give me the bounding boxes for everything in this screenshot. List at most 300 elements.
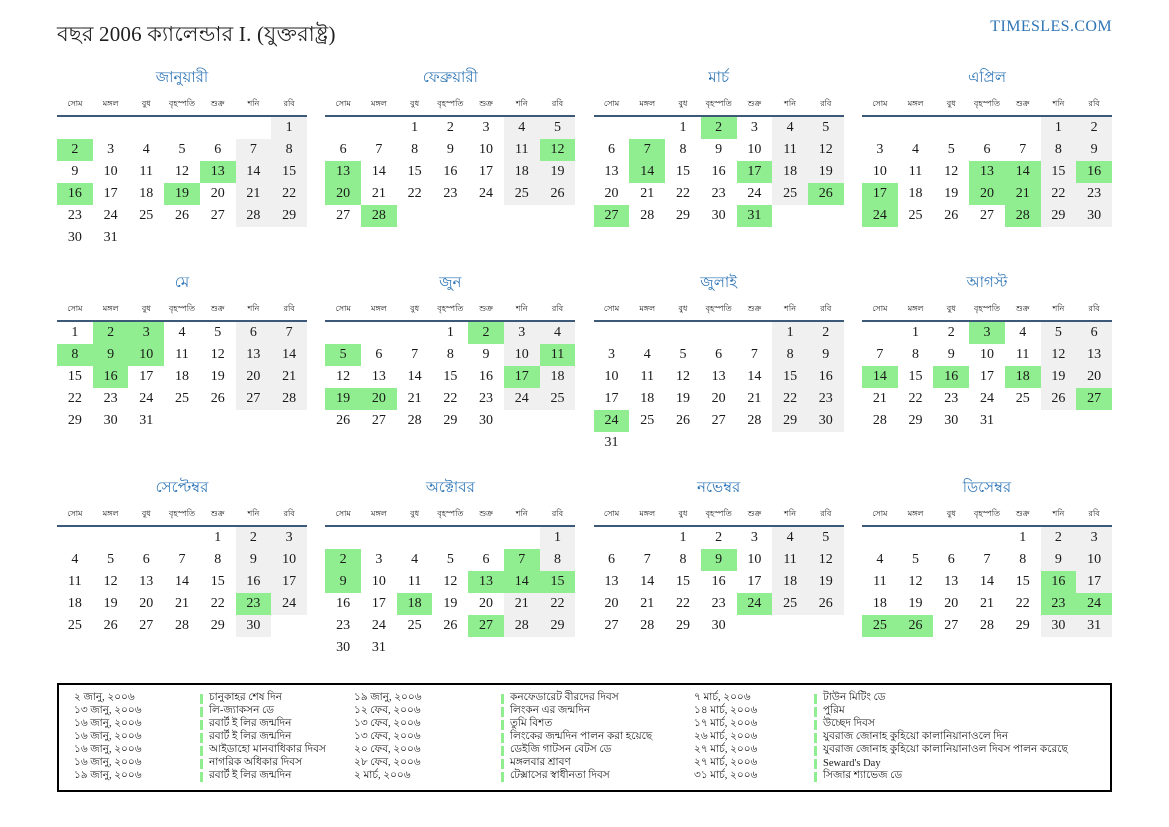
- week-row: [594, 117, 844, 139]
- day-cell: 5: [1041, 322, 1077, 344]
- day-cell: 27: [594, 205, 630, 227]
- holiday-tick-icon: [200, 733, 203, 743]
- day-cell: [594, 117, 630, 139]
- day-cell: 11: [540, 344, 576, 366]
- day-cell: 10: [103, 164, 118, 179]
- week-row: [594, 322, 844, 344]
- holiday-tick-icon: [501, 772, 504, 782]
- weekday-label: সোম: [67, 99, 83, 108]
- day-cell: 23: [336, 618, 351, 633]
- day-cell: [1076, 410, 1112, 432]
- day-cell: 26: [540, 183, 576, 205]
- week-row: [594, 410, 844, 432]
- weekday-label: রবি: [283, 304, 295, 313]
- week-row: [325, 322, 575, 344]
- day-cell: 29: [443, 413, 458, 428]
- legend-label: টেক্সাসের স্বাধীনতা দিবস: [510, 770, 610, 781]
- week-row: [325, 615, 575, 637]
- weekday-label: বুধ: [410, 99, 420, 108]
- day-cell: 22: [67, 391, 82, 406]
- day-cell: 27: [468, 615, 504, 637]
- day-cell: 9: [482, 347, 490, 362]
- day-cell: 27: [139, 618, 154, 633]
- legend-label: রবার্ট ই লির জন্মদিন: [209, 718, 292, 729]
- legend-label: Seward's Day: [823, 758, 881, 769]
- day-cell: 30: [711, 208, 726, 223]
- day-cell: 21: [1005, 183, 1041, 205]
- day-cell: 28: [640, 618, 655, 633]
- week-row: [325, 549, 575, 571]
- brand-link[interactable]: TIMESLES.COM: [990, 18, 1112, 35]
- day-cell: 2: [1041, 527, 1077, 549]
- day-cell: 23: [103, 391, 118, 406]
- day-cell: [361, 322, 397, 344]
- day-cell: 13: [200, 161, 236, 183]
- day-cell: 30: [1041, 615, 1077, 637]
- day-cell: [325, 322, 361, 344]
- month-8: [862, 271, 1112, 454]
- day-cell: [862, 322, 898, 344]
- legend-date: ৭ মার্চ, ২০০৬: [694, 692, 751, 703]
- legend-label: তুমি বিশত: [510, 718, 553, 729]
- weekday-label: শুক্র: [210, 509, 225, 518]
- weekday-label: সোম: [67, 509, 83, 518]
- day-cell: 31: [139, 413, 154, 428]
- day-cell: [665, 322, 701, 344]
- day-cell: 19: [103, 596, 118, 611]
- day-cell: 11: [772, 549, 808, 571]
- month-title: এপ্রিল: [967, 70, 1007, 86]
- day-cell: 24: [479, 186, 494, 201]
- day-cell: 28: [747, 413, 762, 428]
- legend-date: ১৩ ফেব, ২০০৬: [354, 718, 421, 729]
- day-cell: 3: [969, 322, 1005, 344]
- day-cell: 22: [675, 186, 690, 201]
- legend-date: ২৭ মার্চ, ২০০৬: [694, 744, 758, 755]
- legend-label: রবার্ট ই লির জন্মদিন: [209, 731, 292, 742]
- weekday-label: শনি: [515, 509, 528, 518]
- day-cell: [57, 527, 93, 549]
- week-row: [594, 593, 844, 615]
- weekday-label: রবি: [551, 509, 564, 518]
- holiday-tick-icon: [200, 720, 203, 730]
- day-cell: 9: [947, 347, 955, 362]
- day-cell: 15: [540, 571, 576, 593]
- day-cell: 4: [876, 552, 884, 567]
- weekday-label: মঙ্গল: [371, 99, 387, 108]
- day-cell: 30: [808, 410, 844, 432]
- month-title: সেপ্টেম্বর: [155, 480, 209, 496]
- day-cell: [468, 637, 504, 659]
- day-cell: 23: [711, 596, 726, 611]
- weekday-label: শনি: [784, 99, 796, 108]
- day-cell: 16: [443, 164, 458, 179]
- day-cell: 28: [640, 208, 655, 223]
- day-cell: 13: [139, 574, 154, 589]
- week-row: [325, 593, 575, 615]
- day-cell: 20: [479, 596, 494, 611]
- day-cell: 24: [504, 388, 540, 410]
- weekday-label: সোম: [872, 509, 888, 518]
- legend-date: ২ জানু, ২০০৬: [74, 692, 135, 703]
- day-cell: 29: [675, 618, 690, 633]
- day-cell: 26: [675, 413, 690, 428]
- day-cell: 11: [908, 164, 923, 179]
- day-cell: 16: [479, 369, 494, 384]
- legend-date: ১৯ জানু, ২০০৬: [354, 692, 422, 703]
- weekday-header: [594, 98, 844, 117]
- day-cell: [397, 205, 433, 227]
- month-title: অক্টোবর: [425, 480, 475, 496]
- day-cell: 22: [1041, 183, 1077, 205]
- day-cell: 31: [979, 413, 994, 428]
- day-cell: 5: [446, 552, 454, 567]
- day-cell: 12: [443, 574, 458, 589]
- legend-date: ১৩ জানু, ২০০৬: [74, 705, 142, 716]
- day-cell: 27: [236, 388, 272, 410]
- day-cell: 26: [103, 618, 118, 633]
- day-cell: [629, 322, 665, 344]
- week-row: [325, 139, 575, 161]
- day-cell: 18: [139, 186, 154, 201]
- weekday-label: শনি: [247, 304, 260, 313]
- day-cell: 27: [1076, 388, 1112, 410]
- day-cell: 29: [210, 618, 225, 633]
- weekday-label: বুধ: [678, 509, 688, 518]
- day-cell: 17: [747, 574, 762, 589]
- day-cell: 20: [236, 366, 272, 388]
- day-cell: 16: [711, 574, 726, 589]
- week-row: [57, 227, 307, 249]
- weekday-label: শুক্র: [1015, 99, 1030, 108]
- weekday-label: বৃহস্পতি: [437, 99, 464, 108]
- day-cell: [594, 527, 630, 549]
- day-cell: 6: [1076, 322, 1112, 344]
- weekday-label: শনি: [784, 304, 796, 313]
- day-cell: [772, 432, 808, 454]
- day-cell: 22: [210, 596, 225, 611]
- day-cell: 12: [1041, 344, 1077, 366]
- legend-label: সিজার শ্যাভেজ ডে: [823, 770, 903, 781]
- day-cell: [808, 615, 844, 637]
- day-cell: 28: [504, 615, 540, 637]
- day-cell: 30: [711, 618, 726, 633]
- legend-label: টাউন মিটিং ডে: [823, 692, 886, 703]
- weekday-header: [57, 98, 307, 117]
- weekday-header: [862, 508, 1112, 527]
- weekday-header: [325, 98, 575, 117]
- day-cell: 22: [271, 183, 307, 205]
- legend-label: রবার্ট ই লির জন্মদিন: [209, 770, 292, 781]
- weekday-label: বৃহস্পতি: [705, 304, 732, 313]
- weekday-label: রবি: [1088, 304, 1100, 313]
- day-cell: [128, 117, 164, 139]
- day-cell: [737, 322, 773, 344]
- day-cell: 23: [236, 593, 272, 615]
- day-cell: [468, 527, 504, 549]
- weekday-label: শুক্র: [479, 509, 493, 518]
- day-cell: 13: [711, 369, 726, 384]
- weekday-label: শনি: [515, 304, 528, 313]
- day-cell: 15: [407, 164, 422, 179]
- weekday-label: বুধ: [946, 304, 956, 313]
- day-cell: 15: [772, 366, 808, 388]
- day-cell: [57, 117, 93, 139]
- weekday-label: মঙ্গল: [371, 509, 387, 518]
- day-cell: [504, 527, 540, 549]
- day-cell: 10: [371, 574, 386, 589]
- day-cell: 11: [407, 574, 422, 589]
- holiday-tick-icon: [501, 759, 504, 769]
- day-cell: 7: [629, 139, 665, 161]
- day-cell: [325, 117, 361, 139]
- day-cell: [271, 227, 307, 249]
- day-cell: 6: [983, 142, 991, 157]
- day-cell: 1: [446, 325, 454, 340]
- day-cell: 9: [1041, 549, 1077, 571]
- legend-date: ১৯ জানু, ২০০৬: [74, 770, 142, 781]
- weekday-label: বুধ: [410, 304, 420, 313]
- holiday-tick-icon: [200, 772, 203, 782]
- day-cell: 6: [375, 347, 383, 362]
- day-cell: 21: [236, 183, 272, 205]
- day-cell: 16: [336, 596, 351, 611]
- weekday-header: [57, 303, 307, 322]
- week-row: [57, 322, 307, 344]
- day-cell: 6: [715, 347, 723, 362]
- day-cell: 2: [325, 549, 361, 571]
- holiday-tick-icon: [200, 707, 203, 717]
- day-cell: 18: [540, 366, 576, 388]
- day-cell: 14: [371, 164, 386, 179]
- day-cell: [504, 410, 540, 432]
- day-cell: 14: [640, 574, 655, 589]
- weekday-label: বুধ: [678, 99, 688, 108]
- day-cell: 18: [504, 161, 540, 183]
- day-cell: 26: [174, 208, 189, 223]
- week-row: [57, 139, 307, 161]
- day-cell: 24: [594, 410, 630, 432]
- weekday-header: [862, 98, 1112, 117]
- day-cell: 25: [504, 183, 540, 205]
- day-cell: [540, 410, 576, 432]
- day-cell: [397, 637, 433, 659]
- holiday-tick-icon: [814, 772, 817, 782]
- day-cell: 6: [214, 142, 222, 157]
- week-row: [57, 117, 307, 139]
- day-cell: [504, 205, 540, 227]
- month-title: জানুয়ারী: [155, 70, 209, 86]
- day-cell: 9: [93, 344, 129, 366]
- weekday-label: সোম: [872, 99, 888, 108]
- day-cell: 21: [371, 186, 386, 201]
- weekday-label: শনি: [247, 99, 260, 108]
- day-cell: 4: [772, 117, 808, 139]
- week-row: [594, 527, 844, 549]
- day-cell: 24: [103, 208, 118, 223]
- week-row: [862, 366, 1112, 388]
- day-cell: 12: [808, 549, 844, 571]
- day-cell: 17: [103, 186, 118, 201]
- day-cell: 18: [772, 161, 808, 183]
- day-cell: 25: [174, 391, 189, 406]
- day-cell: 14: [174, 574, 189, 589]
- week-row: [594, 366, 844, 388]
- legend-entry: [501, 768, 694, 785]
- day-cell: 23: [67, 208, 82, 223]
- day-cell: 16: [933, 366, 969, 388]
- week-row: [325, 637, 575, 659]
- day-cell: 11: [1015, 347, 1030, 362]
- day-cell: 2: [1076, 117, 1112, 139]
- day-cell: 24: [979, 391, 994, 406]
- month-2: [325, 66, 575, 249]
- day-cell: 8: [446, 347, 454, 362]
- legend-label: লিংকন এর জন্মদিন: [510, 705, 591, 716]
- day-cell: 24: [271, 593, 307, 615]
- week-row: [325, 571, 575, 593]
- weekday-label: বুধ: [946, 99, 956, 108]
- day-cell: [862, 527, 898, 549]
- weekday-label: সোম: [335, 99, 351, 108]
- day-cell: 14: [1005, 161, 1041, 183]
- week-row: [862, 117, 1112, 139]
- day-cell: 16: [93, 366, 129, 388]
- day-cell: 13: [325, 161, 361, 183]
- day-cell: [629, 117, 665, 139]
- day-cell: 26: [210, 391, 225, 406]
- day-cell: 31: [1076, 615, 1112, 637]
- day-cell: 4: [1019, 325, 1027, 340]
- weekday-label: সোম: [603, 509, 620, 518]
- month-7: [594, 271, 844, 454]
- weekday-label: রবি: [283, 99, 295, 108]
- week-row: [57, 571, 307, 593]
- legend-box: [57, 683, 1112, 792]
- day-cell: [361, 117, 397, 139]
- day-cell: [271, 410, 307, 432]
- day-cell: 20: [325, 183, 361, 205]
- legend-label: পুরিম: [823, 705, 845, 716]
- day-cell: 29: [772, 410, 808, 432]
- day-cell: 15: [675, 164, 690, 179]
- day-cell: [629, 432, 665, 454]
- month-10: [325, 476, 575, 659]
- day-cell: 23: [1041, 593, 1077, 615]
- day-cell: 4: [142, 142, 150, 157]
- holiday-tick-icon: [501, 720, 504, 730]
- weekday-label: শুক্র: [747, 509, 762, 518]
- weekday-label: সোম: [872, 304, 888, 313]
- day-cell: 20: [604, 186, 619, 201]
- day-cell: 2: [57, 139, 93, 161]
- day-cell: 9: [236, 549, 272, 571]
- day-cell: 13: [1076, 344, 1112, 366]
- day-cell: 20: [711, 391, 726, 406]
- day-cell: [200, 117, 236, 139]
- month-1: [57, 66, 307, 249]
- day-cell: [93, 117, 129, 139]
- day-cell: 8: [912, 347, 920, 362]
- day-cell: 11: [772, 139, 808, 161]
- day-cell: 21: [872, 391, 887, 406]
- day-cell: 8: [1019, 552, 1027, 567]
- day-cell: 9: [701, 549, 737, 571]
- day-cell: 30: [479, 413, 494, 428]
- legend-entry: [814, 742, 1104, 759]
- month-title: আগস্ট: [966, 275, 1008, 291]
- day-cell: 1: [772, 322, 808, 344]
- week-row: [862, 139, 1112, 161]
- holiday-tick-icon: [814, 707, 817, 717]
- day-cell: 12: [944, 164, 959, 179]
- weekday-label: বৃহস্পতি: [437, 509, 464, 518]
- day-cell: 14: [747, 369, 762, 384]
- day-cell: 13: [604, 574, 619, 589]
- day-cell: 3: [876, 142, 884, 157]
- day-cell: [1041, 410, 1077, 432]
- day-cell: 24: [747, 186, 762, 201]
- day-cell: 14: [862, 366, 898, 388]
- day-cell: 27: [979, 208, 994, 223]
- day-cell: 7: [643, 552, 651, 567]
- day-cell: [200, 227, 236, 249]
- day-cell: 19: [808, 161, 844, 183]
- day-cell: 22: [1015, 596, 1030, 611]
- day-cell: 7: [236, 139, 272, 161]
- weekday-label: সোম: [603, 304, 620, 313]
- day-cell: 9: [715, 142, 723, 157]
- day-cell: 18: [908, 186, 923, 201]
- week-row: [862, 571, 1112, 593]
- day-cell: 15: [908, 369, 923, 384]
- month-title: নভেম্বর: [697, 480, 741, 496]
- week-row: [57, 344, 307, 366]
- day-cell: [898, 527, 934, 549]
- day-cell: 25: [772, 593, 808, 615]
- week-row: [594, 615, 844, 637]
- day-cell: 17: [504, 366, 540, 388]
- day-cell: 12: [540, 139, 576, 161]
- day-cell: 17: [371, 596, 386, 611]
- day-cell: 6: [236, 322, 272, 344]
- legend-label: মঙ্গলবার শ্রাবণ: [510, 757, 571, 768]
- day-cell: 23: [1076, 183, 1112, 205]
- day-cell: 4: [643, 347, 651, 362]
- day-cell: 17: [979, 369, 994, 384]
- day-cell: 3: [750, 120, 758, 135]
- legend-label: নাগরিক অধিকার দিবস: [209, 757, 303, 768]
- weekday-label: সোম: [335, 509, 351, 518]
- day-cell: 10: [1076, 549, 1112, 571]
- day-cell: 18: [67, 596, 82, 611]
- page-header: [57, 18, 1112, 52]
- day-cell: 20: [1076, 366, 1112, 388]
- weekday-header: [325, 303, 575, 322]
- day-cell: 14: [271, 344, 307, 366]
- day-cell: [468, 205, 504, 227]
- day-cell: 18: [397, 593, 433, 615]
- weekday-label: সোম: [67, 304, 83, 313]
- weekday-label: শুক্র: [1015, 304, 1030, 313]
- holiday-tick-icon: [814, 733, 817, 743]
- week-row: [57, 366, 307, 388]
- day-cell: [164, 410, 200, 432]
- weekday-header: [594, 303, 844, 322]
- day-cell: [772, 615, 808, 637]
- day-cell: 10: [271, 549, 307, 571]
- weekday-label: বৃহস্পতি: [168, 509, 196, 518]
